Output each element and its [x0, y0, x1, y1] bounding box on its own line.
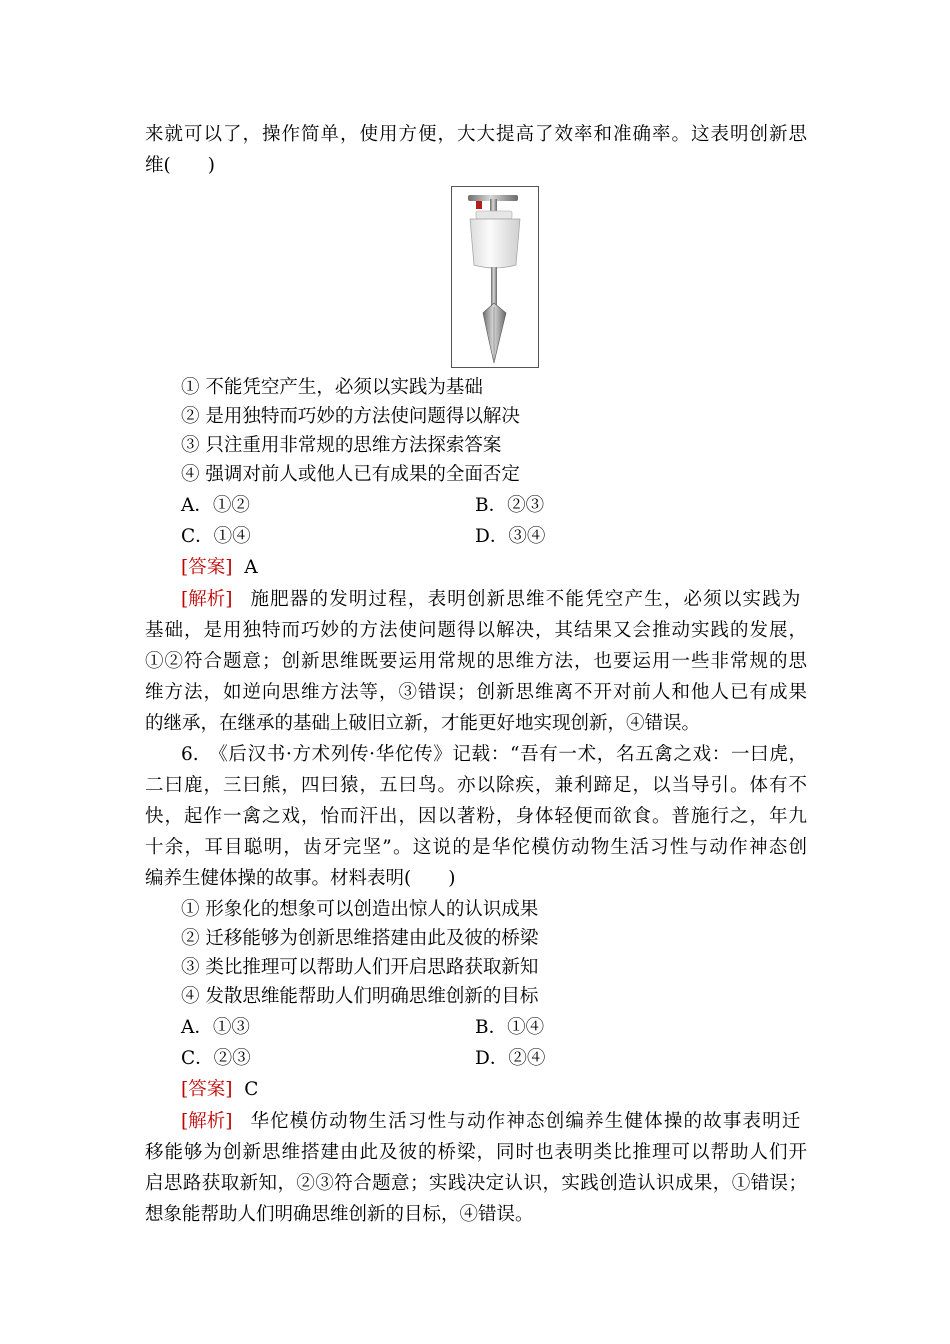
q6-item-2: ② 迁移能够为创新思维搭建由此及彼的桥梁 — [181, 928, 539, 949]
q6-analysis-tag: [解析] — [181, 1111, 233, 1132]
q5-analysis-line-4: 维方法，如逆向思维方法等，③错误；创新思维离不开对前人和他人已有成果 — [145, 682, 807, 703]
q6-stem-line-4: 十余，耳目聪明，齿牙完坚”。这说的是华佗模仿动物生活习性与动作神态创 — [145, 837, 807, 858]
q5-option-b: B．②③ — [475, 495, 545, 516]
q5-item-1: ① 不能凭空产生，必须以实践为基础 — [181, 377, 483, 398]
q5-analysis-tag: [解析] — [181, 589, 233, 610]
q5-answer — [181, 556, 258, 580]
q6-stem-line-2: 二曰鹿，三曰熊，四曰猿，五曰鸟。亦以除疾，兼利蹄足，以当导引。体有不 — [145, 775, 807, 796]
q6-item-4: ④ 发散思维能帮助人们明确思维创新的目标 — [181, 986, 539, 1007]
q5-analysis-text-1: 施肥器的发明过程，表明创新思维不能凭空产生，必须以实践为 — [250, 589, 801, 610]
q5-analysis-line-2: 基础，是用独特而巧妙的方法使问题得以解决，其结果又会推动实践的发展， — [145, 620, 807, 641]
q6-option-c: C．②③ — [181, 1048, 251, 1069]
q6-analysis-line-4: 想象能帮助人们明确思维创新的目标，④错误。 — [145, 1204, 534, 1225]
q6-stem-line-5: 编养生健体操的故事。材料表明( ) — [145, 868, 456, 889]
fertilizer-device-image — [451, 186, 539, 368]
q6-option-b: B．①④ — [475, 1017, 545, 1038]
fertilizer-device-drawing — [452, 187, 538, 367]
q5-item-2: ② 是用独特而巧妙的方法使问题得以解决 — [181, 406, 520, 427]
q5-stem-line-2: 维( ) — [145, 155, 215, 176]
q5-option-c: C．①④ — [181, 526, 251, 547]
q6-answer-tag: [答案] — [181, 1079, 233, 1100]
q6-option-a: A．①③ — [181, 1017, 250, 1038]
q5-stem-line-1: 来就可以了，操作简单，使用方便，大大提高了效率和准确率。这表明创新思 — [145, 124, 807, 145]
q6-analysis-text-1: 华佗模仿动物生活习性与动作神态创编养生健体操的故事表明迁 — [250, 1111, 801, 1132]
q6-analysis-line-2: 移能够为创新思维搭建由此及彼的桥梁，同时也表明类比推理可以帮助人们开 — [145, 1142, 807, 1163]
q6-stem-line-1: 6. 《后汉书·方术列传·华佗传》记载：“吾有一术，名五禽之戏：一曰虎， — [181, 744, 807, 765]
q6-answer — [181, 1078, 258, 1102]
q6-item-3: ③ 类比推理可以帮助人们开启思路获取新知 — [181, 957, 539, 978]
q6-analysis-line-3: 启思路获取新知，②③符合题意；实践决定认识，实践创造认识成果，①错误； — [145, 1173, 807, 1194]
q6-option-d: D．②④ — [475, 1048, 546, 1069]
q5-analysis-line-1 — [181, 588, 807, 612]
q6-analysis-line-1 — [181, 1110, 807, 1134]
q5-item-4: ④ 强调对前人或他人已有成果的全面否定 — [181, 464, 520, 485]
q6-item-1: ① 形象化的想象可以创造出惊人的认识成果 — [181, 899, 539, 920]
q5-option-a: A．①② — [181, 495, 250, 516]
q6-answer-value: C — [244, 1079, 259, 1100]
q5-answer-value: A — [244, 557, 258, 578]
q6-stem-line-3: 快，起作一禽之戏，怡而汗出，因以著粉，身体轻便而欲食。普施行之，年九 — [145, 806, 807, 827]
q5-item-3: ③ 只注重用非常规的思维方法探索答案 — [181, 435, 502, 456]
q5-answer-tag: [答案] — [181, 557, 233, 578]
q5-analysis-line-5: 的继承，在继承的基础上破旧立新，才能更好地实现创新，④错误。 — [145, 713, 701, 734]
q5-option-d: D．③④ — [475, 526, 546, 547]
q5-analysis-line-3: ①②符合题意；创新思维既要运用常规的思维方法，也要运用一些非常规的思 — [145, 651, 807, 672]
